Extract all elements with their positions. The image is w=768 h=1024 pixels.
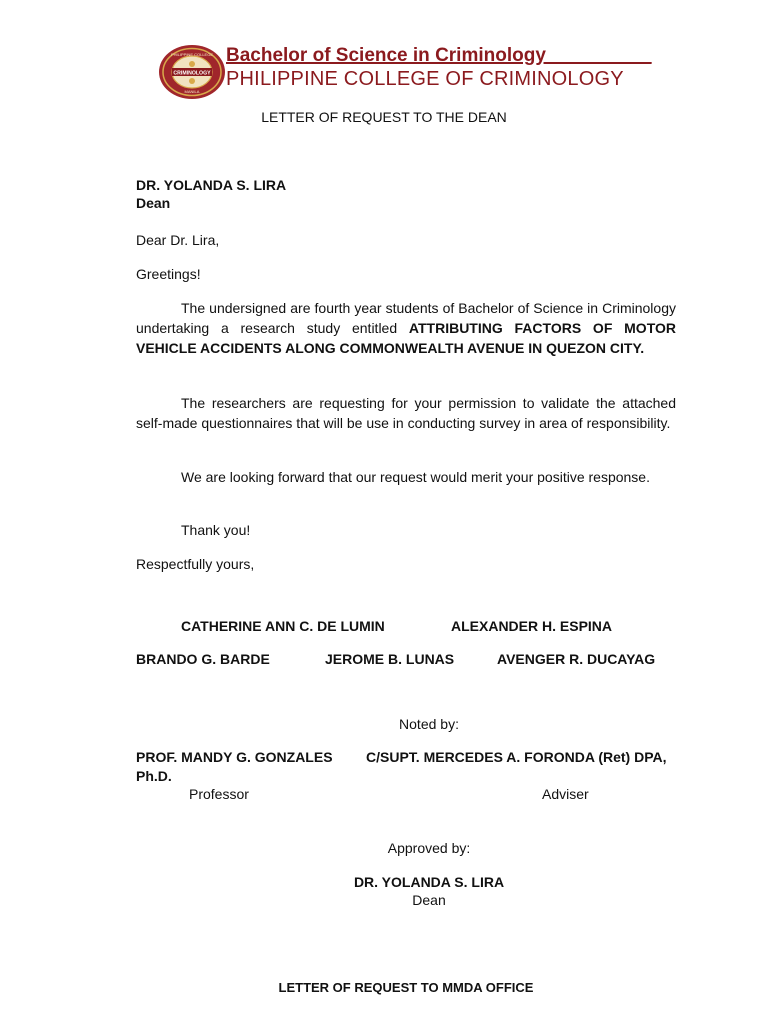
professor-name: PROF. MANDY G. GONZALES bbox=[136, 749, 333, 765]
paragraph-permission bbox=[136, 393, 676, 433]
addressee-title: Dean bbox=[136, 195, 171, 211]
research-title: ATTRIBUTING FACTORS OF MOTOR VEHICLE ACCIDENTS ALONG COMMONWEALTH AVENUE IN QUEZON CITY. bbox=[136, 320, 676, 356]
adviser-role: Adviser bbox=[542, 786, 589, 802]
paragraph-positive-response bbox=[136, 467, 676, 487]
approver-role: Dean bbox=[412, 892, 446, 908]
paragraph2-text: The researchers are requesting for your permission to validate the attached self-made questionnaires that will be use in conducting survey in area of responsibility. bbox=[136, 395, 676, 431]
next-letter-title: LETTER OF REQUEST TO MMDA OFFICE bbox=[278, 980, 534, 995]
signatory-name: CATHERINE ANN C. DE LUMIN bbox=[181, 618, 385, 634]
seal-text-mid: CRIMINOLOGY bbox=[173, 70, 211, 77]
program-title: Bachelor of Science in Criminology__________ bbox=[226, 45, 652, 66]
paragraph3-text: We are looking forward that our request would merit your positive response. bbox=[181, 469, 650, 485]
signatory-name: AVENGER R. DUCAYAG bbox=[497, 651, 656, 667]
addressee-block bbox=[136, 176, 286, 212]
approver-name: DR. YOLANDA S. LIRA bbox=[353, 874, 505, 890]
adviser-name-continued: Ph.D. bbox=[136, 768, 172, 784]
salutation: Dear Dr. Lira, bbox=[136, 232, 220, 248]
paragraph1-text: The undersigned are fourth year students of Bachelor of Science in Criminology undertaking a research study entitled bbox=[136, 300, 676, 336]
signatory-name: JEROME B. LUNAS bbox=[325, 651, 455, 667]
paragraph-research-study bbox=[136, 298, 676, 358]
letter-title: LETTER OF REQUEST TO THE DEAN bbox=[261, 109, 507, 125]
adviser-name: C/SUPT. MERCEDES A. FORONDA (Ret) DPA, bbox=[366, 749, 667, 765]
signatory-name: ALEXANDER H. ESPINA bbox=[451, 618, 613, 634]
greeting: Greetings! bbox=[136, 266, 201, 282]
noted-by-label: Noted by: bbox=[399, 716, 459, 732]
addressee-name: DR. YOLANDA S. LIRA bbox=[136, 177, 287, 193]
professor-role: Professor bbox=[189, 786, 249, 802]
approved-by-label: Approved by: bbox=[387, 840, 471, 856]
college-name: PHILIPPINE COLLEGE OF CRIMINOLOGY bbox=[226, 68, 624, 90]
seal-text-top: PHILIPPINE COLLEGE bbox=[170, 52, 214, 57]
college-seal-logo bbox=[158, 44, 226, 100]
seal-text-bottom: MANILA bbox=[184, 89, 200, 94]
signatory-name: BRANDO G. BARDE bbox=[136, 651, 270, 667]
thank-you-line: Thank you! bbox=[181, 522, 251, 538]
closing-line: Respectfully yours, bbox=[136, 556, 255, 572]
